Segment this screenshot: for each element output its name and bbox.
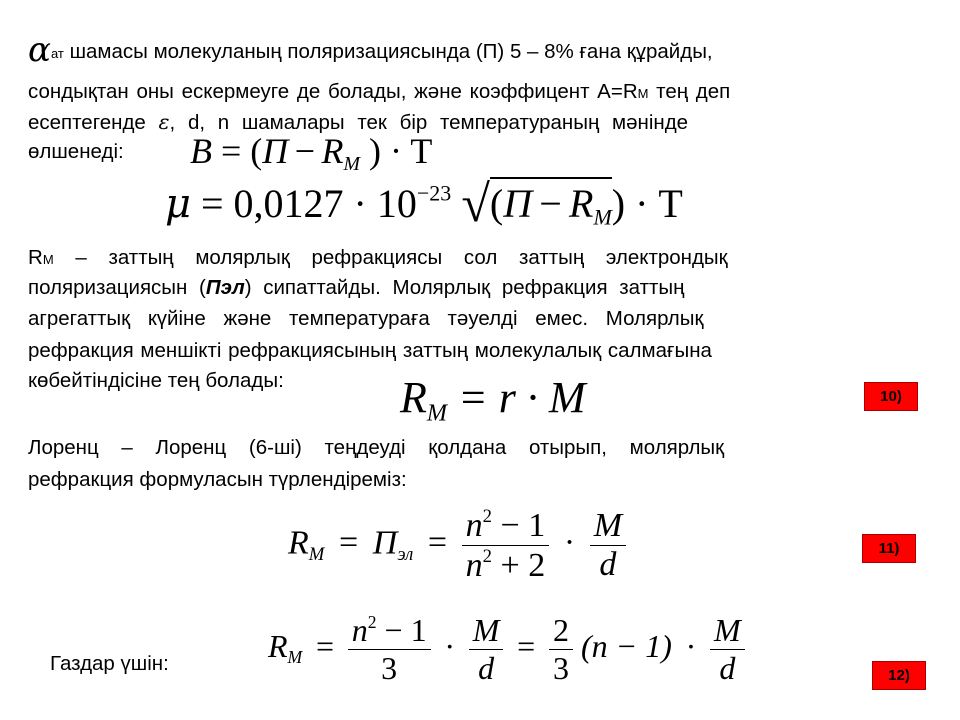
- f12-den-3: 3: [381, 650, 398, 687]
- formula-11-frac1: [462, 506, 550, 585]
- formula-12-dot1: ·: [444, 627, 455, 664]
- f12-frac3-den: 3: [552, 650, 569, 687]
- formula-11-pi: П: [372, 524, 398, 562]
- lorentz-line-2: рефракция формуласын түрлендіреміз:: [28, 468, 407, 491]
- refr-line-1-sub: M: [42, 252, 54, 267]
- sqrt-symbol: √: [461, 176, 490, 233]
- formula-mu-open: (: [489, 181, 504, 226]
- f12-num-n: n: [351, 612, 368, 649]
- intro-line-1: [28, 30, 926, 70]
- intro-line-3-text-b: , d, n шамалары тек бір температураның мәнінде: [169, 111, 689, 134]
- formula-10-R: R: [400, 373, 427, 422]
- formula-B-pi: П: [262, 131, 289, 171]
- alpha-subscript: ат: [50, 46, 64, 61]
- formula-B-lhs: B: [190, 131, 212, 171]
- refr-line-4: рефракция меншікті рефракциясының заттың молекулалық салмағына: [28, 339, 712, 362]
- refr-line-1-R: R: [28, 246, 43, 269]
- formula-10-rhs: = r · M: [458, 373, 586, 422]
- formula-B: [190, 130, 432, 176]
- formula-B-close: ) · T: [369, 131, 433, 171]
- formula-10-Msub: M: [426, 399, 448, 427]
- formula-mu-Msub: M: [593, 204, 612, 230]
- formula-12-frac1: [348, 612, 431, 687]
- intro-line-2-text-b: тең деп: [648, 80, 731, 103]
- intro-line-3-text-a: есептегенде: [28, 111, 159, 134]
- formula-12-dot2: ·: [685, 627, 697, 664]
- f12-frac2-den: d: [478, 650, 495, 687]
- formula-mu-const: = 0,0127 · 10: [201, 181, 417, 226]
- formula-mu-minus: −: [539, 181, 562, 226]
- formula-12-Msub: M: [287, 647, 303, 668]
- formula-B-open: = (: [221, 131, 263, 171]
- formula-B-minus: −: [294, 131, 316, 171]
- equation-badge-12: 12): [872, 661, 926, 690]
- refr-line-1-text: – заттың молярлық рефракциясы сол заттың электрондық: [53, 246, 728, 269]
- formula-12-frac2: [469, 612, 504, 687]
- f11-num-n: n: [465, 507, 483, 545]
- formula-mu-symbol: μ: [165, 181, 191, 227]
- f11-den-exp: 2: [482, 546, 493, 568]
- intro-line-3: [28, 108, 926, 137]
- refr-line-2-bold: Пэл: [205, 276, 245, 299]
- f12-num-rest: − 1: [376, 612, 427, 649]
- f11-num-rest: − 1: [492, 507, 546, 545]
- equation-badge-11: 11): [862, 534, 916, 563]
- formula-11-eq2: =: [427, 524, 448, 562]
- formula-12-eq2: =: [517, 627, 536, 664]
- formula-11-dot: ·: [563, 524, 576, 562]
- refr-line-3: агрегаттық күйіне және температураға тәуелді емес. Молярлық: [28, 307, 704, 330]
- formula-11-frac2: [590, 507, 626, 584]
- refr-line-2: [28, 274, 926, 302]
- formula-mu-pi: П: [503, 181, 533, 226]
- f11-frac2-num: M: [590, 507, 626, 546]
- formula-10: [400, 372, 586, 427]
- alpha-symbol: α: [28, 30, 51, 70]
- formula-B-Msub: M: [343, 152, 361, 175]
- refr-line-5: көбейтіндісіне тең болады:: [28, 369, 284, 392]
- formula-mu-R: R: [569, 181, 594, 226]
- formula-11: [288, 506, 626, 585]
- f11-den-n: n: [465, 547, 483, 585]
- formula-12: [268, 612, 745, 687]
- f12-frac4-num: M: [710, 612, 745, 650]
- intro-line-2-text-a: сондықтан оны ескермеуге де болады, және коэффицент A=R: [28, 80, 638, 103]
- formula-mu-exp: −23: [416, 180, 452, 206]
- f12-frac2-num: M: [469, 612, 504, 650]
- f12-frac3-num: 2: [549, 612, 573, 650]
- intro-line-1-text: шамасы молекуланың поляризациясында (П) 5 – 8% ғана құрайды,: [63, 40, 713, 63]
- formula-12-R: R: [268, 627, 288, 664]
- formula-B-R: R: [321, 131, 344, 171]
- formula-11-R: R: [288, 524, 309, 562]
- intro-line-2-sub: M: [637, 86, 649, 101]
- formula-mu-close: ) · T: [611, 181, 683, 226]
- f12-num-exp: 2: [367, 612, 377, 632]
- equation-badge-10: 10): [864, 382, 918, 411]
- refr-line-2-b: ) сипаттайды. Молярлық рефракция заттың: [244, 276, 685, 299]
- lorentz-line-1: Лоренц – Лоренц (6-ші) теңдеуді қолдана отырып, молярлық: [28, 436, 725, 459]
- formula-12-frac3: [549, 612, 573, 687]
- formula-11-eq1: =: [338, 524, 359, 562]
- formula-12-nm1: (n − 1): [580, 627, 672, 664]
- formula-12-frac4: [710, 612, 745, 687]
- refr-line-1: [28, 244, 926, 274]
- intro-line-2: [28, 78, 926, 108]
- f11-den-rest: + 2: [492, 547, 546, 585]
- formula-11-Msub: M: [308, 543, 325, 565]
- f11-frac2-den: d: [599, 546, 617, 584]
- f12-frac4-den: d: [719, 650, 736, 687]
- intro-line-4: өлшенеді:: [28, 140, 124, 163]
- formula-12-eq1: =: [315, 627, 334, 664]
- epsilon-symbol: ε: [158, 110, 170, 134]
- formula-11-el: эл: [397, 543, 414, 565]
- refr-line-2-a: поляризациясын (: [28, 276, 206, 299]
- formula-mu: [165, 175, 683, 234]
- f11-num-exp: 2: [482, 506, 493, 527]
- sqrt-radicand: [489, 177, 612, 230]
- gas-label: Газдар үшін:: [50, 652, 169, 675]
